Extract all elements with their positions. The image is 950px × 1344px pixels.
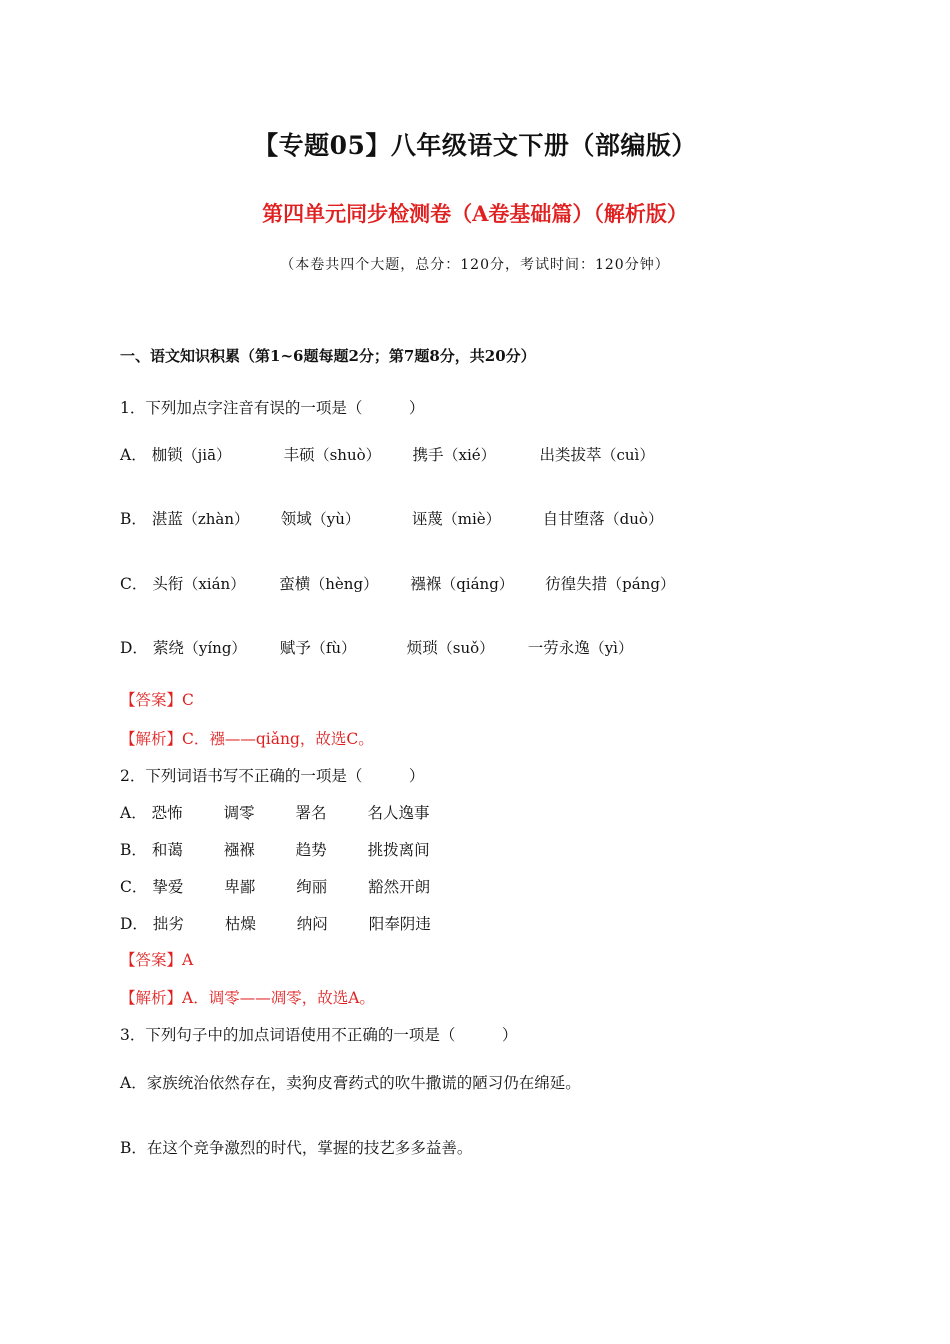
- option-word: 纳闷: [296, 915, 328, 933]
- option-word: 调零: [223, 804, 255, 822]
- option-word: 趋势: [295, 841, 327, 859]
- option-item: 丰硕（shuò）: [283, 446, 381, 464]
- q1-option-c: [120, 572, 675, 594]
- option-label: B．: [120, 841, 147, 859]
- analysis-tag: 【解析】: [120, 989, 183, 1007]
- option-word: 阳奉阴违: [368, 915, 431, 933]
- option-word: 和蔼: [151, 841, 183, 859]
- q1-option-d: [120, 636, 633, 658]
- q3-option-a: A．家族统治依然存在，卖狗皮膏药式的吹牛撒谎的陋习仍在绵延。: [120, 1074, 581, 1092]
- option-word: 恐怖: [151, 804, 183, 822]
- option-word: 卑鄙: [224, 878, 256, 896]
- option-item: 萦绕（yíng）: [152, 639, 247, 657]
- option-label: D．: [120, 915, 148, 933]
- answer-value: A: [182, 951, 194, 969]
- option-item: 湛蓝（zhàn）: [151, 510, 250, 528]
- option-item: 烦琐（suǒ）: [406, 639, 495, 657]
- q2-option-a: [120, 801, 429, 823]
- option-item: 头衔（xián）: [152, 575, 246, 593]
- page-title: 【专题05】八年级语文下册（部编版）: [253, 131, 697, 160]
- answer-tag: 【答案】: [120, 951, 183, 969]
- option-word: 绚丽: [296, 878, 328, 896]
- question-2-stem: 2．下列词语书写不正确的一项是（ ）: [120, 767, 425, 785]
- q2-option-b: [120, 838, 430, 860]
- option-word: 挚爱: [152, 878, 184, 896]
- option-item: 自甘堕落（duò）: [542, 510, 663, 528]
- question-1-stem: 1．下列加点字注音有误的一项是（ ）: [120, 399, 425, 417]
- option-word: 枯燥: [224, 915, 256, 933]
- answer-tag: 【答案】: [120, 691, 183, 709]
- answer-value: C: [182, 691, 194, 709]
- option-word: 挑拨离间: [367, 841, 430, 859]
- q1-answer: [120, 688, 194, 710]
- option-word: 襁褓: [223, 841, 255, 859]
- option-label: B．: [120, 510, 147, 528]
- q2-option-c: [120, 875, 430, 897]
- option-word: 署名: [295, 804, 327, 822]
- option-item: 领域（yù）: [280, 510, 360, 528]
- page-subtitle: 第四单元同步检测卷（A卷基础篇）（解析版）: [262, 201, 688, 226]
- option-item: 蛮横（hèng）: [279, 575, 379, 593]
- option-word: 豁然开朗: [368, 878, 431, 896]
- analysis-text: C．襁——qiǎng，故选C。: [182, 730, 374, 748]
- option-label: A．: [120, 446, 147, 464]
- q1-analysis: [120, 727, 374, 749]
- option-item: 携手（xié）: [412, 446, 496, 464]
- q1-option-b: [120, 507, 663, 529]
- q2-option-d: [120, 912, 431, 934]
- option-item: 一劳永逸（yì）: [527, 639, 633, 657]
- analysis-text: A．调零——凋零，故选A。: [182, 989, 375, 1007]
- exam-note: （本卷共四个大题，总分：120分，考试时间：120分钟）: [280, 257, 670, 273]
- option-item: 枷锁（jiā）: [151, 446, 232, 464]
- question-3-stem: 3．下列句子中的加点词语使用不正确的一项是（ ）: [120, 1026, 518, 1044]
- section-heading: 一、语文知识积累（第1~6题每题2分；第7题8分，共20分）: [120, 347, 536, 365]
- q2-analysis: [120, 986, 375, 1008]
- option-word: 名人逸事: [367, 804, 430, 822]
- option-label: C．: [120, 878, 148, 896]
- option-item: 襁褓（qiáng）: [410, 575, 514, 593]
- option-item: 赋予（fù）: [279, 639, 357, 657]
- option-label: C．: [120, 575, 148, 593]
- option-item: 彷徨失措（páng）: [545, 575, 675, 593]
- option-word: 拙劣: [152, 915, 184, 933]
- analysis-tag: 【解析】: [120, 730, 183, 748]
- option-item: 出类拔萃（cuì）: [539, 446, 655, 464]
- q2-answer: [120, 948, 193, 970]
- option-label: A．: [120, 804, 147, 822]
- option-item: 诬蔑（miè）: [411, 510, 501, 528]
- option-label: D．: [120, 639, 148, 657]
- q3-option-b: B．在这个竞争激烈的时代，掌握的技艺多多益善。: [120, 1139, 473, 1157]
- q1-option-a: [120, 443, 654, 465]
